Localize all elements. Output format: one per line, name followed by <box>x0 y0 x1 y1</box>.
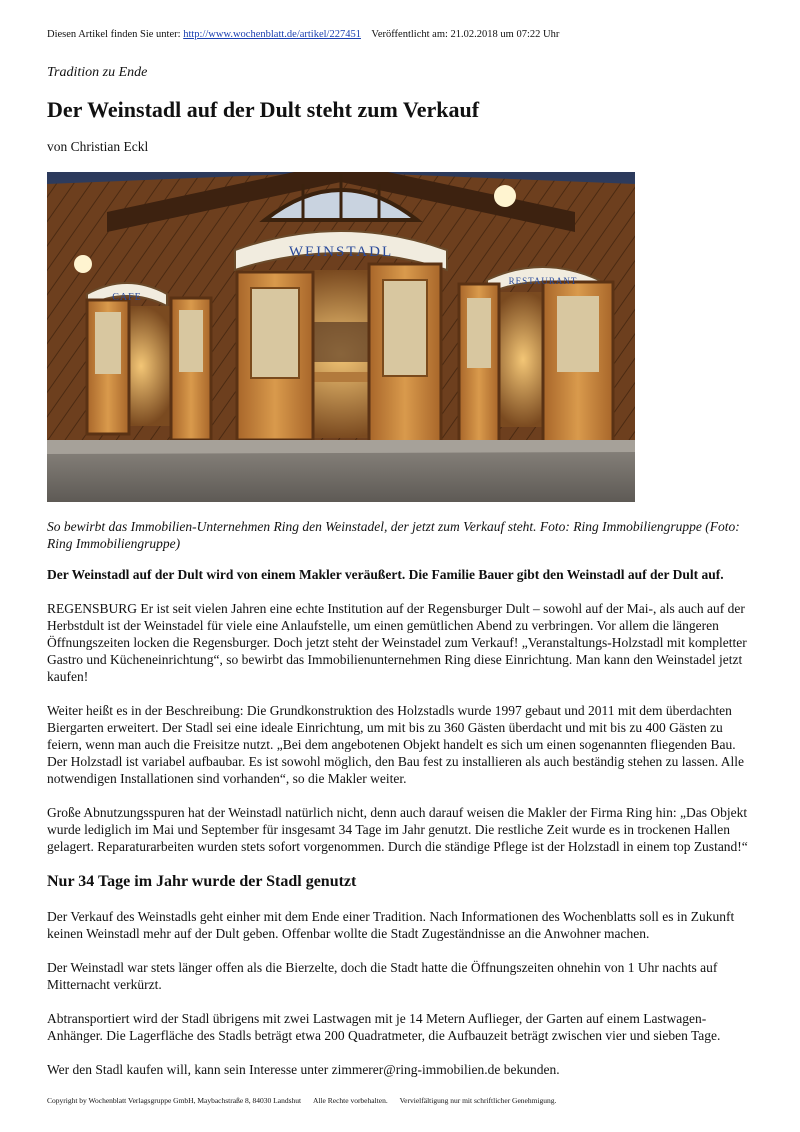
body-paragraph: Der Weinstadl war stets länger offen als die Bierzelte, doch die Stadt hatte die Öffnungszeiten ohnehin von 1 Uhr nachts auf Mitternacht verkürzt. <box>47 960 718 992</box>
body-paragraph: Wer den Stadl kaufen will, kann sein Interesse unter zimmerer@ring-immobilien.de bekunden. <box>47 1062 560 1077</box>
body-paragraph: Weiter heißt es in der Beschreibung: Die Grundkonstruktion des Holzstadls wurde 1997 gebaut und 2011 mit dem überdachten Biergarten erweitert. Der Stadl sei eine ideale Einrichtung, um mit bis zu 360 Gästen überdacht und mit bis zu 400 Gästen zu feiern, wenn man auch die Freisitze nutzt. „Bei dem angebotenen Objekt handelt es sich um einen sogenannten fliegenden Bau. Der Holzstadl ist variabel aufbaubar. Es ist sowohl möglich, den Bau fest zu installieren als auch beständig stehen zu lassen. Alle notwendigen Installationen sind vorhanden“, so die Makler weiter. <box>47 703 744 786</box>
section-heading: Nur 34 Tage im Jahr wurde der Stadl genutzt <box>47 873 357 890</box>
published-date: Veröffentlicht am: 21.02.2018 um 07:22 Uhr <box>371 29 560 40</box>
body-paragraph: Große Abnutzungsspuren hat der Weinstadl natürlich nicht, denn auch darauf weisen die Makler der Firma Ring hin: „Das Objekt wurde lediglich im Mai und September für insgesamt 34 Tage im Jahr genutzt. Die restliche Zeit wurde es in trockenen Hallen gelagert. Reparaturarbeiten wurden stets sofort vorgenommen. Durch die ständige Pflege ist der Holzstadl in einem top Zustand!“ <box>47 805 748 854</box>
source-prefix: Diesen Artikel finden Sie unter: <box>47 29 181 40</box>
photo-sign-weinstadl: WEINSTADL <box>288 244 394 260</box>
article-byline: von Christian Eckl <box>47 139 149 154</box>
photo-caption: So bewirbt das Immobilien-Unternehmen Ring den Weinstadel, der jetzt zum Verkauf steht. Foto: Ring Immobiliengruppe (Foto: Ring Immobiliengruppe) <box>47 519 740 551</box>
article-url-link[interactable]: http://www.wochenblatt.de/artikel/227451 <box>183 29 361 40</box>
footer-reproduction: Vervielfältigung nur mit schriftlicher Genehmigung. <box>399 1096 557 1105</box>
page-footer <box>47 1096 759 1106</box>
article-source-line <box>47 28 759 42</box>
footer-copyright: Copyright by Wochenblatt Verlagsgruppe GmbH, Maybachstraße 8, 84030 Landshut <box>47 1096 302 1105</box>
footer-rights: Alle Rechte vorbehalten. <box>312 1096 388 1105</box>
article-page <box>47 28 759 1106</box>
body-paragraph: Abtransportiert wird der Stadl übrigens mit zwei Lastwagen mit je 14 Metern Auflieger, der Garten auf einem Lastwagen-Anhänger. Die Lagerfläche des Stadls beträgt etwa 200 Quadratmeter, die Aufbauzeit beträgt zwischen vier und sieben Tage. <box>47 1011 721 1043</box>
article-photo <box>47 172 635 502</box>
article-title: Der Weinstadl auf der Dult steht zum Verkauf <box>47 97 480 122</box>
photo-sign-cafe: CAFE <box>112 292 142 303</box>
body-paragraph: REGENSBURG Er ist seit vielen Jahren eine echte Institution auf der Regensburger Dult – sowohl auf der Mai-, als auch auf der Herbstdult ist der Weinstadel für viele eine Anlaufstelle, um einen gemütlichen Abend zu verbringen. Vor allem die längeren Öffnungszeiten locken die Regensburger. Doch jetzt steht der Weinstadel zum Verkauf! „Veranstaltungs-Holzstadl mit kompletter Gastro und Kücheneinrichtung“, so bewirbt das Immobilienunternehmen Ring diese Einrichtung. Man kann den Weinstadel jetzt kaufen! <box>47 601 747 684</box>
article-kicker: Tradition zu Ende <box>47 65 148 80</box>
body-paragraph: Der Verkauf des Weinstadls geht einher mit dem Ende einer Tradition. Nach Informationen des Wochenblatts soll es in Zukunft keinen Weinstadl mehr auf der Dult geben. Offenbar wollte die Stadt Zugeständnisse an die Anwohner machen. <box>47 909 735 941</box>
article-lead: Der Weinstadl auf der Dult wird von einem Makler veräußert. Die Familie Bauer gibt den Weinstadl auf der Dult auf. <box>47 567 724 582</box>
photo-sign-restaurant: RESTAURANT <box>508 276 578 286</box>
